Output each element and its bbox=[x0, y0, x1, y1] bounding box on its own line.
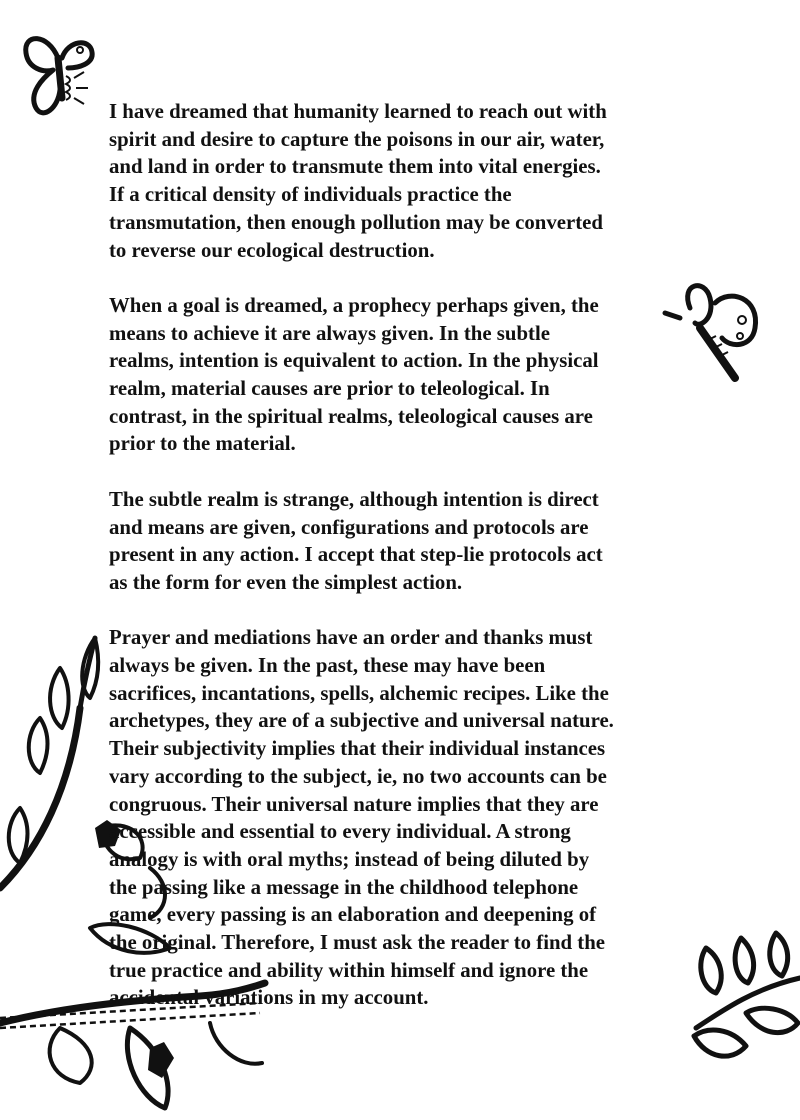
text-line: analogy is with oral myths; instead of being diluted by bbox=[109, 847, 590, 871]
text-line: If a critical density of individuals practice the bbox=[109, 183, 512, 207]
text-line: I have dreamed that humanity learned to reach out with bbox=[109, 100, 607, 123]
text-line: as the form for even the simplest action. bbox=[109, 570, 463, 594]
text-line: When a goal is dreamed, a prophecy perhaps given, the bbox=[109, 293, 599, 317]
text-line: Their subjectivity implies that their individual instances bbox=[109, 737, 606, 761]
text-line: sacrifices, incantations, spells, alchemic recipes. Like the bbox=[109, 681, 609, 705]
text-line: congruous. Their universal nature implies that they are bbox=[109, 792, 599, 816]
paragraph-3 bbox=[109, 486, 709, 597]
text-line: realm, material causes are prior to teleological. In bbox=[109, 377, 550, 401]
text-line: present in any action. I accept that step-lie protocols act bbox=[109, 543, 603, 567]
text-line: contrast, in the spiritual realms, teleological causes are bbox=[109, 404, 593, 428]
paragraph-4 bbox=[109, 624, 709, 1012]
document-body bbox=[109, 98, 709, 1040]
text-line: The subtle realm is strange, although intention is direct bbox=[109, 487, 599, 511]
text-line: prior to the material. bbox=[109, 432, 296, 456]
text-line: game, every passing is an elaboration and deepening of bbox=[109, 903, 597, 927]
text-line: true practice and ability within himself and ignore the bbox=[109, 958, 589, 982]
text-line: to reverse our ecological destruction. bbox=[109, 238, 435, 262]
text-line: means to achieve it are always given. In the subtle bbox=[109, 321, 550, 345]
text-line: spirit and desire to capture the poisons in our air, water, bbox=[109, 127, 605, 151]
text-line: and land in order to transmute them into vital energies. bbox=[109, 155, 601, 179]
text-line: the original. Therefore, I must ask the reader to find the bbox=[109, 931, 606, 955]
text-line: accessible and essential to every individual. A strong bbox=[109, 820, 571, 844]
text-line: archetypes, they are of a subjective and universal nature. bbox=[109, 709, 614, 733]
text-line: Prayer and mediations have an order and thanks must bbox=[109, 626, 593, 650]
text-line: vary according to the subject, ie, no two accounts can be bbox=[109, 764, 607, 788]
paragraph-1 bbox=[109, 98, 709, 264]
text-line: transmutation, then enough pollution may be converted bbox=[109, 210, 603, 234]
text-line: always be given. In the past, these may have been bbox=[109, 654, 546, 678]
paragraph-2 bbox=[109, 292, 709, 458]
text-line: realms, intention is equivalent to action. In the physical bbox=[109, 349, 599, 373]
text-line: and means are given, configurations and protocols are bbox=[109, 515, 589, 539]
butterfly-icon bbox=[18, 28, 98, 123]
text-line: the passing like a message in the childhood telephone bbox=[109, 875, 579, 899]
text-line: accidental variations in my account. bbox=[109, 986, 429, 1010]
